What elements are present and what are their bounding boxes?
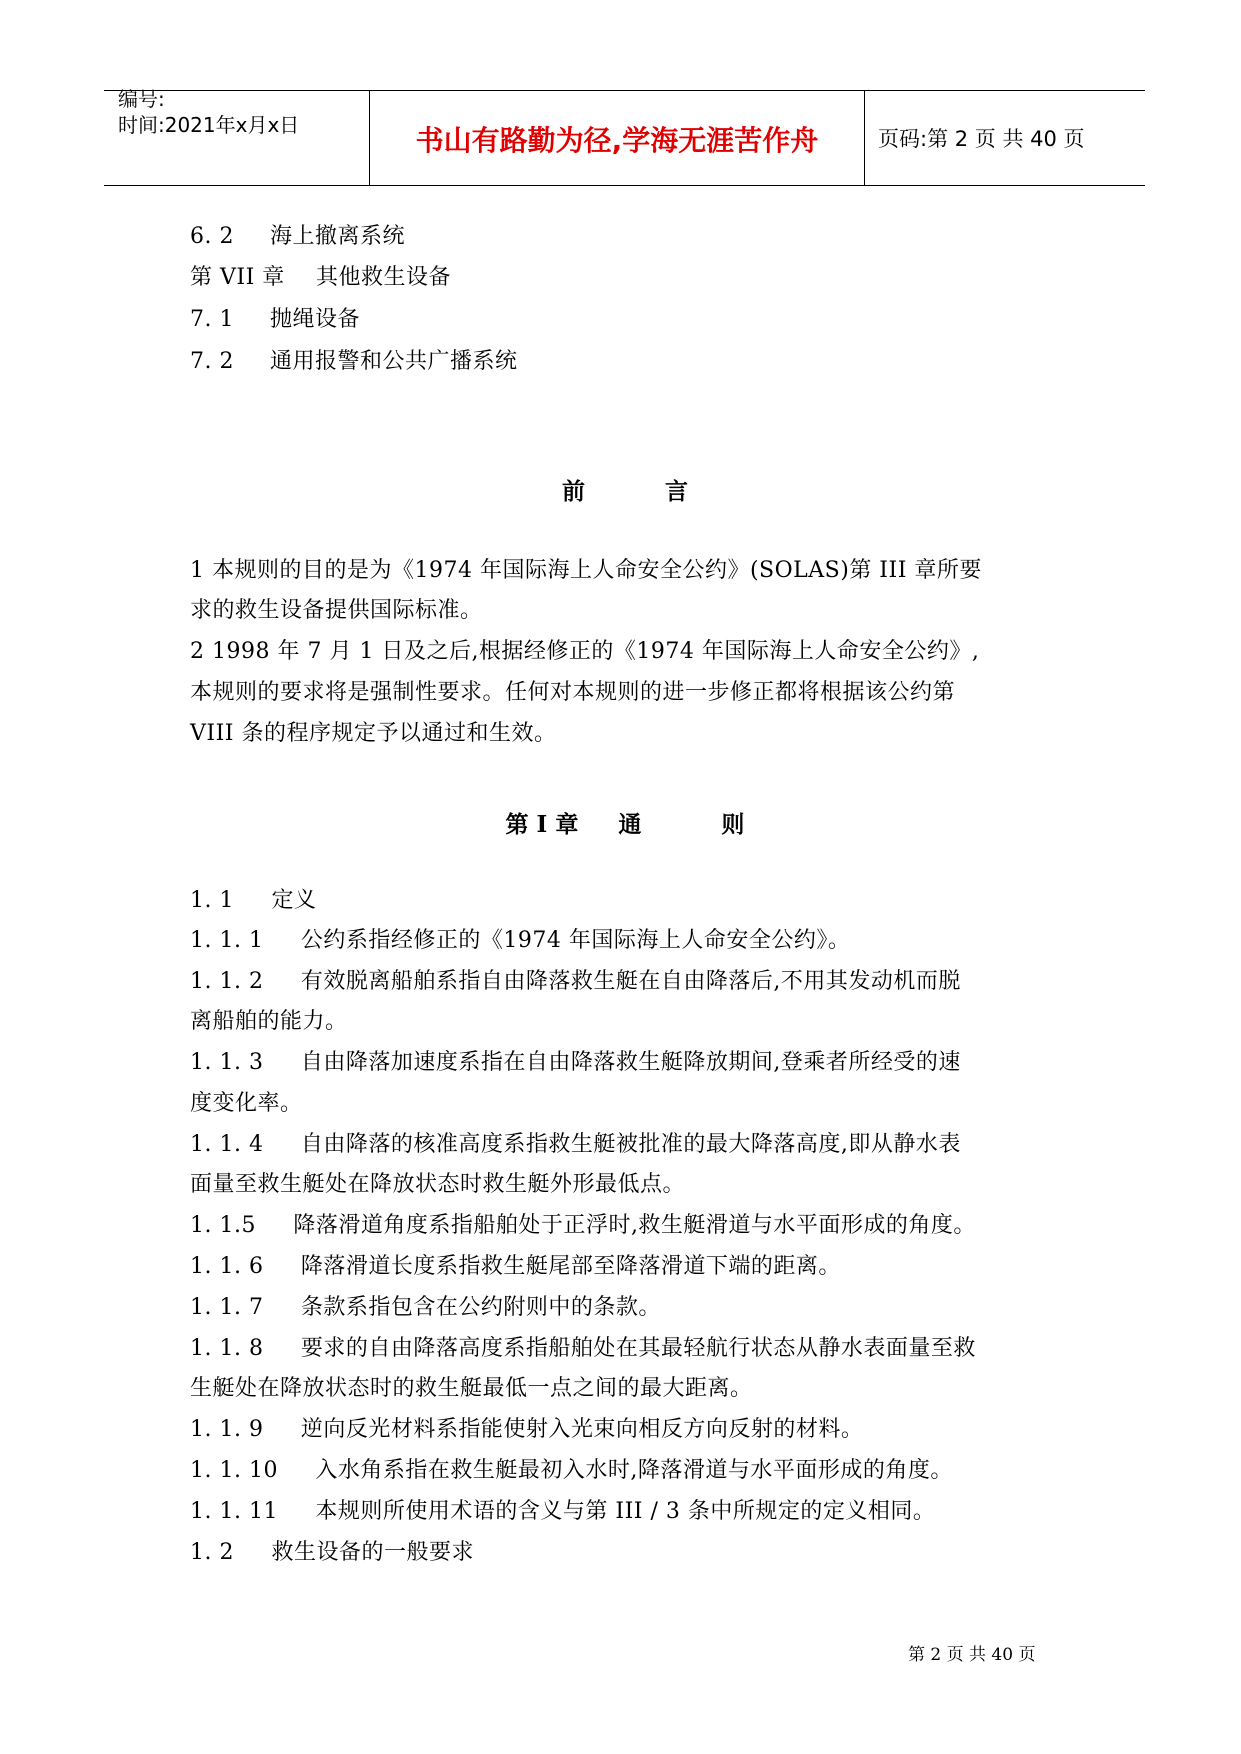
header-left-cell — [104, 87, 370, 185]
chapter-title: 第 I 章 通 则 — [505, 811, 745, 838]
header-motto-cell — [370, 91, 865, 185]
definition-line: 1. 1. 8 要求的自由降落高度系指船舶处在其最轻航行状态从静水表面量至救 — [190, 1336, 976, 1361]
toc-item-text: 海上撤离系统 — [270, 224, 406, 249]
toc-item — [190, 347, 518, 377]
definition-line: 1. 1 定义 — [190, 888, 317, 913]
definition-line: 1. 1. 10 入水角系指在救生艇最初入水时,降落滑道与水平面形成的角度。 — [190, 1458, 953, 1483]
header-motto: 书山有路勤为径,学海无涯苦作舟 — [415, 124, 819, 157]
preface-paragraph-line: 求的救生设备提供国际标准。 — [190, 598, 483, 623]
definition-line: 1. 1. 6 降落滑道长度系指救生艇尾部至降落滑道下端的距离。 — [190, 1254, 841, 1279]
definition-line: 1. 1. 1 公约系指经修正的《1974 年国际海上人命安全公约》。 — [190, 928, 851, 953]
toc-item-text: 抛绳设备 — [270, 307, 361, 332]
toc-item-number: 7. 2 — [190, 349, 234, 374]
toc-item-text: 通用报警和公共广播系统 — [270, 349, 518, 374]
toc-item-number: 6. 2 — [190, 224, 234, 249]
header-page-info: 页码:第 2 页 共 40 页 — [878, 127, 1085, 151]
preface-paragraph-line: 1 本规则的目的是为《1974 年国际海上人命安全公约》(SOLAS)第 III 章所要 — [190, 558, 982, 583]
header-page-cell — [866, 91, 1145, 185]
preface-paragraph-line: VIII 条的程序规定予以通过和生效。 — [190, 721, 557, 746]
toc-item-text: 其他救生设备 — [316, 265, 452, 290]
definition-line: 1. 1. 7 条款系指包含在公约附则中的条款。 — [190, 1295, 661, 1320]
page-header — [104, 87, 1145, 186]
page-footer: 第 2 页 共 40 页 — [908, 1645, 1036, 1665]
toc-item — [190, 305, 360, 335]
toc-item — [190, 263, 451, 293]
document-number-label: 编号: — [118, 87, 165, 111]
definition-line: 1. 1. 9 逆向反光材料系指能使射入光束向相反方向反射的材料。 — [190, 1417, 864, 1442]
toc-item — [190, 222, 405, 252]
definition-line: 生艇处在降放状态时的救生艇最低一点之间的最大距离。 — [190, 1376, 753, 1401]
document-time: 时间:2021年x月x日 — [118, 113, 300, 137]
preface-paragraph-line: 2 1998 年 7 月 1 日及之后,根据经修正的《1974 年国际海上人命安全公约》, — [190, 639, 980, 664]
toc-item-number: 7. 1 — [190, 307, 234, 332]
toc-item-number: 第 VII 章 — [190, 265, 285, 290]
definition-line: 面量至救生艇处在降放状态时救生艇外形最低点。 — [190, 1172, 686, 1197]
preface-paragraph-line: 本规则的要求将是强制性要求。任何对本规则的进一步修正都将根据该公约第 — [190, 680, 956, 705]
definition-line: 1. 1. 3 自由降落加速度系指在自由降落救生艇降放期间,登乘者所经受的速 — [190, 1050, 961, 1075]
definition-line: 1. 1. 4 自由降落的核准高度系指救生艇被批准的最大降落高度,即从静水表 — [190, 1132, 961, 1157]
definition-line: 1. 1.5 降落滑道角度系指船舶处于正浮时,救生艇滑道与水平面形成的角度。 — [190, 1213, 976, 1238]
definition-line: 1. 2 救生设备的一般要求 — [190, 1540, 474, 1565]
definition-line: 度变化率。 — [190, 1091, 303, 1116]
definition-line: 1. 1. 11 本规则所使用术语的含义与第 III / 3 条中所规定的定义相同。 — [190, 1499, 936, 1524]
definition-line: 离船舶的能力。 — [190, 1009, 348, 1034]
definition-line: 1. 1. 2 有效脱离船舶系指自由降落救生艇在自由降落后,不用其发动机而脱 — [190, 969, 961, 994]
preface-title: 前 言 — [561, 478, 689, 505]
